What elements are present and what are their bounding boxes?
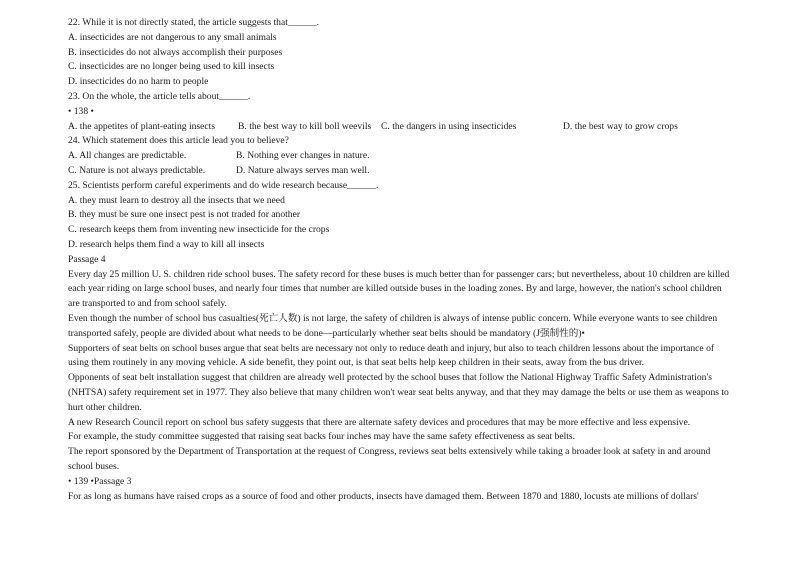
passage-4-paragraph-6: For example, the study committee suggested that raising seat backs four inches may have the same safety effectiveness as seat belts. [68, 431, 576, 443]
question-25-option-a: A. they must learn to destroy all the insects that we need [68, 194, 285, 206]
passage-4-paragraph-4: Opponents of seat belt installation suggest that children are already well protected by the school buses that follow the National Highway Traffic Safety Administration's (NHTSA) safety requirement set in 1977. They also believe that many children won't wear seat belts anyway, and that they may damage the belts or use them as weapons to hurt other children. [68, 372, 729, 413]
question-23-option-d: D. the best way to grow crops [563, 120, 678, 132]
question-22-option-a: A. insecticides are not dangerous to any small animals [68, 31, 277, 43]
passage-4-paragraph-1: Every day 25 million U. S. children ride school buses. The safety record for these buses is much better than for passenger cars; but nevertheless, about 10 children are killed each year riding on large school buses, and nearly four times that number are killed outside buses in the loading zones. By and large, however, the nation's school children are transported to and from school safely. [68, 268, 730, 310]
question-25-stem: 25. Scientists perform careful experiments and do wide research because______. [68, 179, 379, 191]
question-24-option-c: C. Nature is not always predictable. [68, 164, 206, 176]
question-24-options-row-2 [68, 164, 734, 179]
question-22-option-b: B. insecticides do not always accomplish their purposes [68, 46, 283, 58]
question-25-option-b: B. they must be sure one insect pest is not traded for another [68, 209, 301, 221]
question-24-option-b: B. Nothing ever changes in nature. [236, 150, 370, 162]
question-23-option-b: B. the best way to kill boll weevils [238, 120, 372, 132]
question-24-option-d: D. Nature always serves man well. [236, 164, 370, 176]
passage-4-paragraph-5: A new Research Council report on school bus safety suggests that there are alternate safety devices and procedures that may be more effective and less expensive. [68, 416, 691, 428]
page-marker-139: • 139 •Passage 3 [68, 475, 132, 487]
question-23-option-a: A. the appetites of plant-eating insects [68, 120, 216, 132]
question-24-options-row-1 [68, 149, 734, 164]
passage-4-title: Passage 4 [68, 253, 106, 265]
question-22-stem: 22. While it is not directly stated, the article suggests that______. [68, 17, 320, 28]
question-25-option-d: D. research helps them find a way to kill all insects [68, 238, 265, 250]
question-24-stem: 24. Which statement does this article lead you to believe? [68, 135, 289, 147]
question-23-option-c: C. the dangers in using insecticides [381, 120, 517, 132]
question-25-option-c: C. research keeps them from inventing new insecticide for the crops [68, 224, 330, 236]
question-22-option-c: C. insecticides are no longer being used to kill insects [68, 61, 275, 73]
passage-4-paragraph-3: Supporters of seat belts on school buses argue that seat belts are necessary not only to reduce death and injury, but also to teach children lessons about the importance of using them routinely in any moving vehicle. A side benefit, they point out, is that seat belts help keep children in their seats, away from the bus driver. [68, 342, 715, 369]
question-22-option-d: D. insecticides do no harm to people [68, 76, 209, 88]
passage-4-paragraph-7: The report sponsored by the Department of Transportation at the request of Congress, reviews seat belts extensively while taking a broader look at safety in and around school buses. [68, 446, 711, 472]
document-page [68, 16, 734, 504]
question-23-options [68, 120, 734, 135]
passage-4-paragraph-2: Even though the number of school bus casualties(死亡人数) is not large, the safety of children is always of intense public concern. While everyone wants to see children transported safely, people are divided about what needs to be done—particularly whether seat belts should be mandatory (J强制性的)• [68, 312, 718, 339]
passage-3-first-line: For as long as humans have raised crops as a source of food and other products, insects have damaged them. Between 1870 and 1880, locusts ate millions of dollars' [68, 490, 699, 502]
question-23-stem: 23. On the whole, the article tells about______. [68, 90, 251, 102]
question-24-option-a: A. All changes are predictable. [68, 150, 187, 162]
page-marker-138: • 138 • [68, 105, 94, 117]
